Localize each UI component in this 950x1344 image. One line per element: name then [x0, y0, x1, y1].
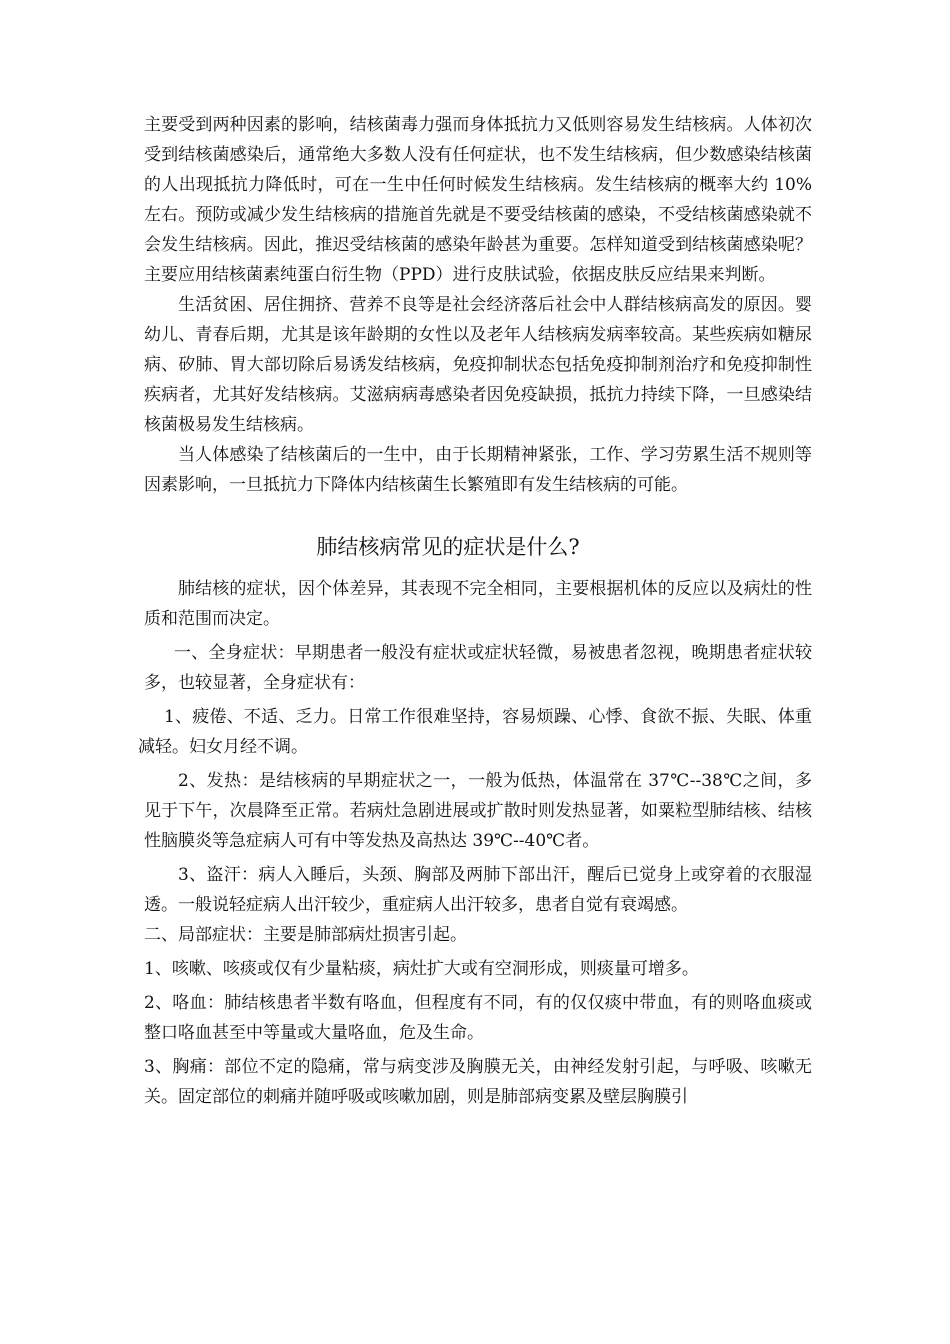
paragraph-infection-factors: 主要受到两种因素的影响，结核菌毒力强而身体抵抗力又低则容易发生结核病。人体初次受到结核菌感染后，通常绝大多数人没有任何症状，也不发生结核病，但少数感染结核菌的人出现抵抗力降低时，可在一生中任何时候发生结核病。发生结核病的概率大约 10%左右。预防或减少发生结核病的措施首先就是不要受结核菌的感染，不受结核菌感染就不会发生结核病。因此，推迟受结核菌的感染年龄甚为重要。怎样知道受到结核菌感染呢？主要应用结核菌素纯蛋白衍生物（PPD）进行皮肤试验，依据皮肤反应结果来判断。 — [144, 115, 812, 285]
general-symptom-item: 2、发热：是结核病的早期症状之一，一般为低热，体温常在 37℃--38℃之间，多见于下午，次晨降至正常。若病灶急剧进展或扩散时则发热显著，如粟粒型肺结核、结核性脑膜炎等急症病人可有中等发热及高热达 39℃--40℃者。 — [144, 771, 812, 851]
section-heading: 肺结核病常见的症状是什么? — [316, 535, 580, 559]
general-symptom-item: 3、盗汗：病人入睡后，头颈、胸部及两肺下部出汗，醒后已觉身上或穿着的衣服湿透。一般说轻症病人出汗较少，重症病人出汗较多，患者自觉有衰竭感。 — [144, 865, 812, 915]
document-page — [138, 110, 812, 1112]
local-symptoms-title: 二、局部症状：主要是肺部病灶损害引起。 — [144, 925, 467, 945]
paragraph-lifetime-risk: 当人体感染了结核菌后的一生中，由于长期精神紧张，工作、学习劳累生活不规则等因素影响，一旦抵抗力下降体内结核菌生长繁殖即有发生结核病的可能。 — [144, 445, 812, 495]
paragraph-symptoms-intro: 肺结核的症状，因个体差异，其表现不完全相同，主要根据机体的反应以及病灶的性质和范围而决定。 — [144, 579, 812, 629]
general-symptom-item: 1、疲倦、不适、乏力。日常工作很难坚持，容易烦躁、心悸、食欲不振、失眠、体重减轻。妇女月经不调。 — [138, 707, 812, 757]
local-symptom-item: 2、咯血：肺结核患者半数有咯血，但程度有不同，有的仅仅痰中带血，有的则咯血痰或整口咯血甚至中等量或大量咯血，危及生命。 — [144, 993, 812, 1043]
local-symptom-item: 1、咳嗽、咳痰或仅有少量粘痰，病灶扩大或有空洞形成，则痰量可增多。 — [144, 959, 699, 979]
general-symptoms-title: 一、全身症状：早期患者一般没有症状或症状轻微，易被患者忽视，晚期患者症状较多，也较显著，全身症状有： — [144, 643, 812, 693]
local-symptom-item: 3、胸痛：部位不定的隐痛，常与病变涉及胸膜无关，由神经发射引起，与呼吸、咳嗽无关。固定部位的刺痛并随呼吸或咳嗽加剧，则是肺部病变累及壁层胸膜引 — [144, 1057, 812, 1107]
paragraph-high-risk-groups: 生活贫困、居住拥挤、营养不良等是社会经济落后社会中人群结核病高发的原因。婴幼儿、青春后期，尤其是该年龄期的女性以及老年人结核病发病率较高。某些疾病如糖尿病、矽肺、胃大部切除后易诱发结核病，免疫抑制状态包括免疫抑制剂治疗和免疫抑制性疾病者，尤其好发结核病。艾滋病病毒感染者因免疫缺损，抵抗力持续下降，一旦感染结核菌极易发生结核病。 — [144, 295, 812, 435]
